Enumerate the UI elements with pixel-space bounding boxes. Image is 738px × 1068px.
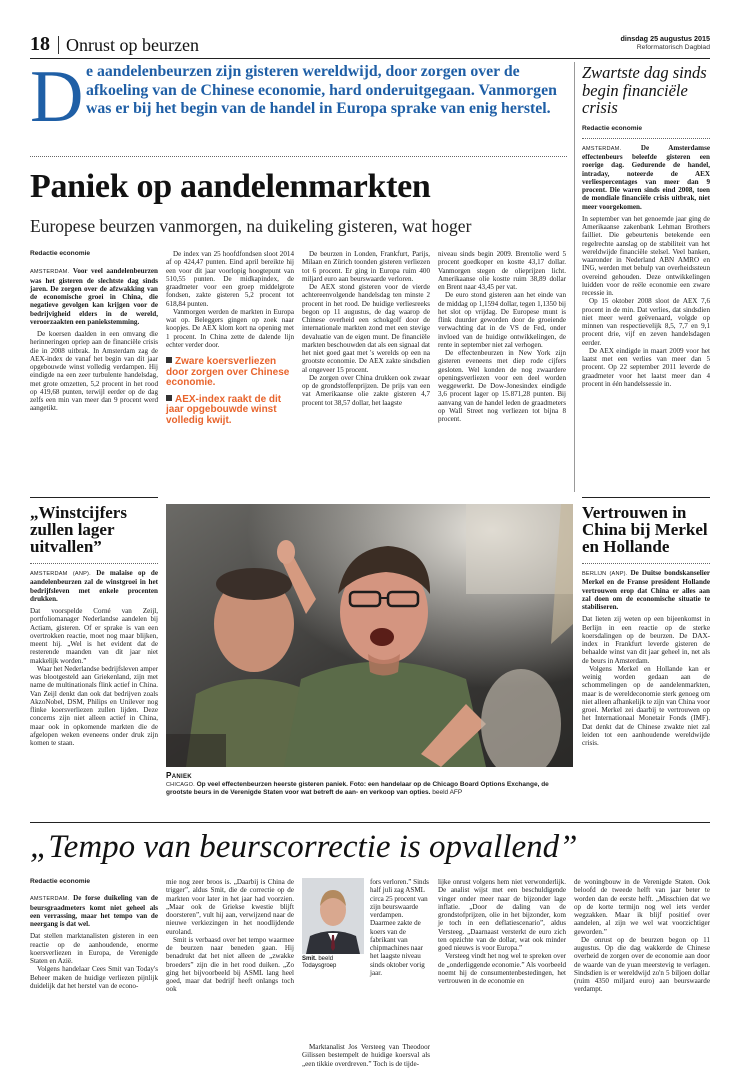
sidebar-top-body xyxy=(582,144,710,388)
main-c3p3: De zorgen over China drukken ook zwaar op de grondstoffenprijzen. De prijs van een vat Amerikaanse olie zakte gisteren 4,7 procent tot 38,57 dollar, het laagste xyxy=(302,373,430,407)
main-col-2 xyxy=(166,250,294,426)
section-title: Onrust op beurzen xyxy=(66,35,199,55)
pull-quote-2: AEX-index raakt de dit jaar opgebouwde winst volledig kwijt. xyxy=(166,393,282,426)
winst-article xyxy=(30,504,158,747)
photo-caption-text xyxy=(166,781,573,798)
tempo-c1p1: Dat stellen marktanalisten gisteren in een reactie op de aanhoudende, enorme koersverliezen in Europa, de Verenigde Staten en Azië. xyxy=(30,932,158,965)
merkel-body xyxy=(582,569,710,747)
sidebar-top-p3: De AEX eindigde in maart 2009 voor het laatst met een verlies van meer dan 5 procent. Op 22 september 2011 leverde de graadmeter voor het laatst meer dan 4 procent in één handelssessie in. xyxy=(582,346,710,388)
main-c1p1: De koersen daalden in een omvang die herinneringen opriep aan de financiële crisis die in 2008 uitbrak. In Amsterdam zag de AEX-index de vanaf het begin van dit jaar opgebouwde winst volledig verdampen. Hij eindigde na een zeer turbulente handelsdag, met grote omzetten, 5,2 procent in het rood op 419,68 punten, terwijl eerder op de dag zelfs een min van meer dan 9 procent werd aangetikt. xyxy=(30,330,158,413)
tempo-col-2 xyxy=(166,878,294,994)
bullet-square-icon xyxy=(166,395,172,401)
main-col-4 xyxy=(438,250,566,423)
tempo-c4p1: lijke onrust volgens hem niet verwonderlijk. De analist wijst met een beschuldigende vinger onder meer naar de bijzonder lage inflatie. „Door de daling van de grondstofprijzen, olie in het bijzonder, kom je toch in een deflatiescenario”, aldus Versteeg. „Daarnaast versterkt de euro zich ten opzichte van de dollar, wat ook minder goed nieuws is voor Europa.” xyxy=(438,878,566,952)
winst-rule xyxy=(30,563,158,564)
main-c3p1: De beurzen in Londen, Frankfurt, Parijs, Milaan en Zürich toonden gisteren verliezen tot 6 procent. Er ging in Europa ruim 400 miljard euro aan beurswaarde verloren. xyxy=(302,250,430,283)
main-subhead: Europese beurzen vanmorgen, na duikeling gisteren, wat hoger xyxy=(30,216,472,236)
bullet-square-icon xyxy=(166,357,172,363)
photo-caption xyxy=(166,771,573,798)
main-byline: Redactie economie xyxy=(30,250,91,257)
trader-photo xyxy=(166,504,573,767)
tempo-c1p2: Volgens handelaar Cees Smit van Today's Beheer maken de huidige verliezen pijnlijk duidelijk dat het herstel van de econo- xyxy=(30,965,158,990)
main-c4p3: De effectenbeurzen in New York zijn gisteren eveneens met diep rode cijfers gesloten. Wel konden de nog zwaardere openingsverliezen voor een deel worden weggewerkt. De Dow-Jonesindex eindigde 3,6 procent lager op 15.871,28 punten. Bij aanvang van de handel leden de graadmeters op Wall Street nog verliezen tot bijna 8 procent. xyxy=(438,349,566,423)
photo-credit: beeld AFP xyxy=(432,789,463,797)
merkel-p1: Dat lieten zij weten op een bijeenkomst in Berlijn in een reactie op de sterke koersdalingen op de beurzen. De DAX-index in Frankfurt leverde gisteren de behaalde winst van dit jaar geheel in, net als de beurs in Amsterdam. xyxy=(582,615,710,665)
winst-p1: Dat voorspelde Corné van Zeijl, portfoliomanager Nederlandse aandelen bij Actiam, gisteren. Of er sprake is van een overtrokken reactie, moet nog maar blijken, meent hij. „Wel is het evident dat de resterende maanden van dit jaar niet makkelijk worden.” xyxy=(30,607,158,665)
mid-rule-right xyxy=(582,497,710,498)
pull-quote-1: Zware koersverliezen door zorgen over Chinese economie. xyxy=(166,356,290,388)
header-date: dinsdag 25 augustus 2015 xyxy=(620,34,710,43)
tempo-top-rule xyxy=(30,822,710,823)
sidebar-top-rule xyxy=(582,138,710,139)
main-c4p2: De euro stond gisteren aan het einde van de middag op 1,1594 dollar, tegen 1,1350 bij het slot op vrijdag. De Europese munt is flink duurder geworden door de groeiende verwachting dat in de VS de Fed, onder invloed van de huidige ontwikkelingen, de rente in september niet zal verhogen. xyxy=(438,291,566,349)
tempo-col-1 xyxy=(30,878,158,990)
photo-caption-place: CHICAGO. xyxy=(166,782,195,788)
tempo-c2p2: Smit is verbaasd over het tempo waarmee de beurzen naar beneden gaan. Hij benadrukt dat het niet alleen de „zwakke broeders” zijn die in het rood duiken. „Zo ging het bijvoorbeeld bij ASML lang heel goed, maar dat bedrijf heeft onlangs toch ook xyxy=(166,935,294,994)
intro-text: e aandelenbeurzen zijn gisteren wereldwijd, door zorgen over de afkoeling van de Chinese economie, hard onderuitgegaan. Vanmorgen was er bij het begin van de handel in Europa sprake van enig herstel. xyxy=(86,63,557,118)
winst-title: „Winstcijfers zullen lager uitvallen” xyxy=(30,503,127,556)
header-divider xyxy=(58,36,59,54)
sidebar-top-title: Zwartste dag sinds begin financiële crisis xyxy=(582,63,707,118)
main-lead: Voor veel aandelenbeurzen was het gisteren de slechtste dag sinds jaren. De zorgen over de afzwakking van de economische groei in China, die negatieve gevolgen kan krijgen voor de bedrijvigheid elders in de wereld, veroorzaakten een paniekstemming. xyxy=(30,267,158,326)
photo-caption-body: Op veel effectenbeurzen heerste gisteren paniek. Foto: een handelaar op de Chicago Board Options Exchange, de grootste beurs in de Verenigde Staten voor wat betreft de aan- en verkoop van opties. xyxy=(166,781,549,797)
tempo-col-3 xyxy=(302,1043,430,1068)
tempo-c4p2: Versteeg vindt het nog wel te spreken over de „onderliggende economie.” Als voorbeeld noemt hij de consumentenbestedingen, het vertrouwen in de economie en xyxy=(438,952,566,985)
main-headline: Paniek op aandelenmarkten xyxy=(30,168,431,205)
tempo-lead: De forse duikeling van de beursgraadmeters komt niet geheel als een verrassing, maar het tempo van de neergang is dat wel. xyxy=(30,894,158,928)
main-c2p1: De index van 25 hoofdfondsen sloot 2014 af op 424,47 punten. Eind april bereikte hij een voor dit jaar voorlopig hoogtepunt van 510,55 punten. De midkapindex, de graadmeter voor een groep middelgrote fondsen, zakte gisteren 5,2 procent tot 618,84 punten. xyxy=(166,250,294,308)
sidebar-top xyxy=(582,64,710,388)
sidebar-top-p1: In september van het genoemde jaar ging de Amerikaanse zakenbank Lehman Brothers failliet. Die gebeurtenis betekende een regelrechte aanslag op de stabiliteit van het wereldwijde financiële stelsel. Veel banken, waaronder in Nederland ABN AMRO en ING, werden met behulp van overheidssteun overeind gehouden. Deze ontwikkelingen luidden voor de reële economie een zware recessie in. xyxy=(582,214,710,298)
winst-body xyxy=(30,569,158,747)
merkel-p2: Volgens Merkel en Hollande kan er weinig worden gedaan aan de schommelingen op de aandelenmarkten, maar is de wereldeconomie sterk genoeg om niet alleen afhankelijk te zijn van China voor groei. Merkel zei daarbij te vertrouwen op het Internationaal Monetair Fonds (IMF). Dat denkt dat de Chinese zwakte niet zal leiden tot een aanhoudende wereldwijde crisis. xyxy=(582,664,710,747)
page-header xyxy=(30,33,710,57)
sidebar-divider xyxy=(574,62,575,492)
main-dateline: AMSTERDAM. xyxy=(30,269,70,276)
merkel-dateline: BERLIJN (ANP). xyxy=(582,571,628,577)
sidebar-top-lead: De Amsterdamse effectenbeurs beleefde gisteren een roerige dag. Gedurende de handel, intraday, noteerde de AEX verliespercentages van meer dan 9 procent. Die waren sinds eind 2008, toen de mondiale financiële crisis uitbrak, niet meer voorgekomen. xyxy=(582,143,710,211)
page-number: 18 xyxy=(30,33,50,55)
tempo-col-5 xyxy=(574,878,710,994)
main-col-1 xyxy=(30,250,158,413)
trader-photo-illustration xyxy=(166,504,573,767)
smit-portrait xyxy=(302,878,364,954)
tempo-col-3-narrow xyxy=(370,878,430,977)
smit-portrait-illustration xyxy=(302,878,364,954)
winst-dateline: AMSTERDAM (ANP). xyxy=(30,571,91,577)
tempo-c3p1: fors verloren.” Sinds half juli zag ASML circa 25 procent van zijn beurswaarde verdampen. Daarmee zakte de koers van de fabrikant van chipmachines naar het laagste niveau sinds oktober vorig jaar. xyxy=(370,878,429,977)
merkel-title: Vertrouwen in China bij Merkel en Hollande xyxy=(582,503,708,556)
tempo-dateline: AMSTERDAM. xyxy=(30,896,70,903)
smit-caption-name: Smit. xyxy=(302,956,317,962)
smit-caption-credit: beeld Todaysgroep xyxy=(302,956,337,970)
main-c4p1: niveau sinds begin 2009. Brentolie werd 5 procent goedkoper en kostte 43,17 dollar. Vanmorgen stegen de olieprijzen licht. Amerikaanse olie kostte ruim 38,89 dollar en Brent naar 43,45 per vat. xyxy=(438,250,566,291)
photo-caption-title: Paniek xyxy=(166,771,192,780)
intro-dotted-rule xyxy=(30,156,567,157)
sidebar-top-dateline: AMSTERDAM. xyxy=(582,145,622,152)
main-col-3 xyxy=(302,250,430,407)
tempo-byline: Redactie economie xyxy=(30,878,91,885)
winst-lead: De malaise op de aandelenbeurzen zal de winstgroei in het bedrijfsleven met enkele procenten drukken. xyxy=(30,569,158,603)
header-paper: Reformatorisch Dagblad xyxy=(636,44,710,51)
sidebar-top-p2: Op 15 oktober 2008 sloot de AEX 7,6 procent in de min. Dat verlies, dat sindsdien niet meer werd geëvenaard, volgde op minnen van respectievelijk 8,5, 7,7 en 9,1 procent drie, vijf en zeven handelsdagen eerder. xyxy=(582,297,710,347)
tempo-c5p2: De onrust op de beurzen begon op 11 augustus. Op die dag wakkerde de Chinese overheid de zorgen over de economie aan door de waarde van de yuan meerstevig te verlagen. Sindsdien is er wereldwijd zo'n 5 biljoen dollar (ruim 4350 miljard euro) aan beurswaarde verdampt. xyxy=(574,935,710,994)
merkel-article xyxy=(582,504,710,747)
tempo-c2p1: mie nog zeer broos is. „Daarbij is China de trigger”, aldus Smit, die de correctie op de markten voor later in het jaar had voorzien. „Maar ook de Griekse kwestie blijft doorsteren”, vult hij aan, verwijzend naar de nieuwe verkiezingen in het noodlijdende euroland. xyxy=(166,878,294,936)
header-rule xyxy=(30,58,710,59)
tempo-c3p2: Marktanalist Jos Versteeg van Theodoor Gilissen bestempelt de huidige koersval als „een tikkie overdreven.” Toch is de tijde- xyxy=(302,1043,430,1068)
smit-portrait-caption xyxy=(302,956,364,971)
intro-dropcap: D xyxy=(30,56,84,138)
main-c3p2: De AEX stond gisteren voor de vierde achtereenvolgende handelsdag ten minste 2 procent in het rood. De huidige verliesreeks begon op 11 augustus, de dag waarop de Chinese overheid een schokgolf door de internationale markten zond met een stevige devaluatie van de eigen munt. De financiële markten beschouwden dat als een signaal dat het niet goed gaat met 's werelds op een na grootste economie. De AEX zakte sindsdien al ongeveer 15 procent. xyxy=(302,283,430,374)
main-c2p2: Vanmorgen werden de markten in Europa wat op. Beleggers gingen op zoek naar koopjes. De AEX klom kort na opening met 1 procent. In China zette de dalende lijn echter verder door. xyxy=(166,307,294,349)
sidebar-top-byline: Redactie economie xyxy=(582,124,643,132)
merkel-lead: De Duitse bondskanselier Merkel en de Franse president Hollande vertrouwen erop dat China er alles aan zal doen om de economische situatie te stabiliseren. xyxy=(582,569,710,611)
mid-rule-left xyxy=(30,497,158,498)
tempo-c5p1: de woningbouw in de Verenigde Staten. Ook beloofd de tweede helft van jaar beter te worden dan de eerste helft. „Misschien dat we op de korte termijn nog wel iets verder wegzakken. Maar ik blijf positief over aandelen, al zijn we wel wat voorzichtiger geworden.” xyxy=(574,878,710,936)
merkel-rule xyxy=(582,563,710,564)
tempo-col-4 xyxy=(438,878,566,985)
tempo-title: „Tempo van beurscorrectie is opvallend” xyxy=(30,829,578,865)
winst-p2: Waar het Nederlandse bedrijfsleven amper was blootgesteld aan Griekenland, zijn met name de multinationals flink actief in China. Van Zeijl denkt dan ook dat bedrijven zoals AkzoNobel, DSM, Philips en Unilever nog flinke koersverliezen zullen lijden. Deze concerns zijn niet alleen actief in China, maar ook in opkomende markten die de afgelopen weken eveneens onder druk zijn komen te staan. xyxy=(30,664,158,747)
